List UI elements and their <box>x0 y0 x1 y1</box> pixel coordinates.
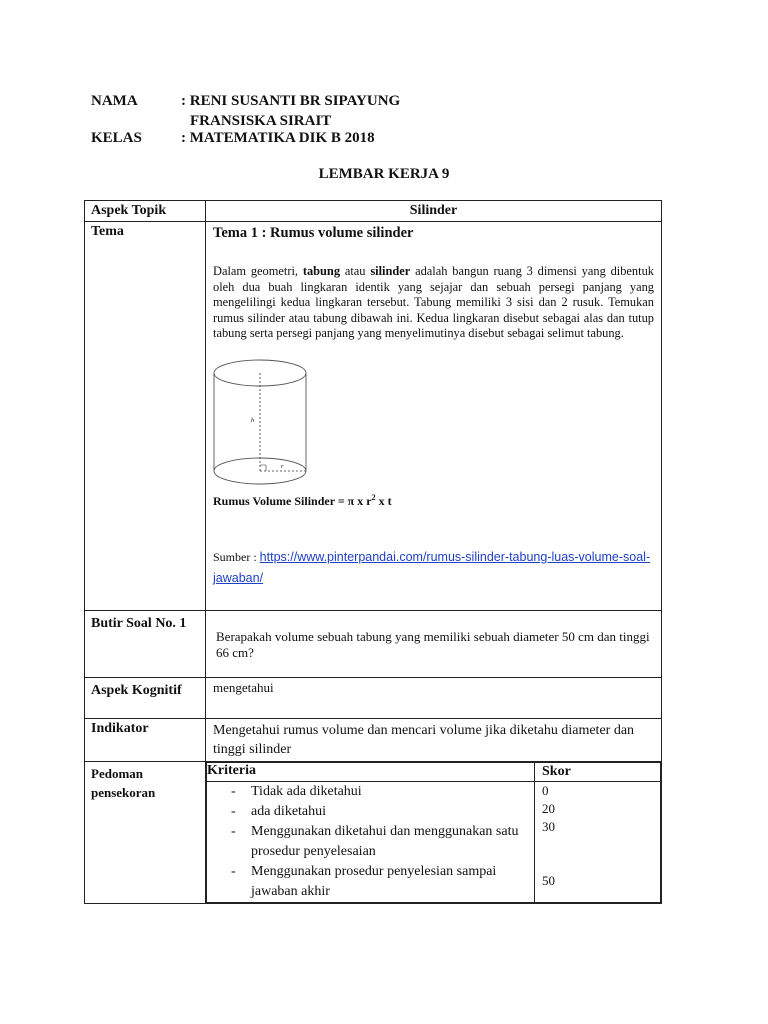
nama-label: NAMA <box>91 93 138 109</box>
row-butir-soal <box>85 611 662 678</box>
skor-value: 0 <box>542 783 549 798</box>
worksheet-table <box>84 200 662 904</box>
butir-soal-content <box>206 611 662 678</box>
tema-content <box>206 222 662 611</box>
kriteria-item: - Menggunakan prosedur penyelesian sampai jawaban akhir <box>231 864 497 899</box>
row-indikator <box>85 719 662 762</box>
row-pedoman <box>85 762 662 904</box>
pedoman-content <box>206 762 662 904</box>
label-h: h <box>251 417 254 424</box>
aspek-kognitif-value: mengetahui <box>206 678 662 719</box>
scoring-table <box>206 762 661 903</box>
rumus-volume: Rumus Volume Silinder = π x $r^2$ x t <box>213 492 392 508</box>
tema-label: Tema <box>85 222 206 611</box>
row-aspek-kognitif <box>85 678 662 719</box>
skor-value: 20 <box>542 801 555 816</box>
tema-paragraph: Dalam geometri, tabung atau silinder adalah bangun ruang 3 dimensi yang dibentuk oleh dua buah lingkaran identik yang sejajar dan sebuah persegi panjang yang mengelilingi kedua lingkaran tersebut. Tabung memiliki 3 sisi dan 2 rusuk. Temukan rumus silinder atau tabung dibawah ini. Kedua lingkaran disebut sebagai alas dan tutup tabung serta persegi panjang yang menyelimutinya disebut sebagai selimut tabung. <box>213 264 654 340</box>
cylinder-figure <box>213 358 654 491</box>
row-tema <box>85 222 662 611</box>
aspek-kognitif-label: Aspek Kognitif <box>85 678 206 719</box>
butir-soal-label: Butir Soal No. 1 <box>85 611 206 678</box>
kriteria-header: Kriteria <box>207 763 535 782</box>
cylinder-diagram <box>213 358 317 486</box>
row-aspek-topik <box>85 201 662 222</box>
kriteria-item: - ada diketahui <box>231 804 327 819</box>
kriteria-item: - Menggunakan diketahui dan menggunakan satu prosedur penyelesaian <box>231 824 519 859</box>
kriteria-list <box>207 782 535 903</box>
pedoman-label: Pedoman pensekoran <box>85 762 206 904</box>
indikator-label: Indikator <box>85 719 206 762</box>
nama-value: : RENI SUSANTI BR SIPAYUNG <box>181 93 401 109</box>
kelas-label: KELAS <box>91 130 142 146</box>
tema-title: Tema 1 : Rumus volume silinder <box>213 225 414 241</box>
aspek-topik-value: Silinder <box>206 201 662 222</box>
question-text: Berapakah volume sebuah tabung yang memiliki sebuah diameter 50 cm dan tinggi 66 cm? <box>216 629 650 660</box>
kriteria-item: - Tidak ada diketahui <box>231 784 362 799</box>
indikator-value: Mengetahui rumus volume dan mencari volume jika diketahu diameter dan tinggi silinder <box>206 719 662 762</box>
sumber-label: Sumber : <box>213 549 257 564</box>
aspek-topik-label: Aspek Topik <box>85 201 206 222</box>
skor-value: 30 <box>542 819 555 834</box>
label-r: r <box>281 463 284 470</box>
sumber-link[interactable]: https://www.pinterpandai.com/rumus-silinder-tabung-luas-volume-soal-jawaban/ <box>213 549 651 585</box>
skor-header: Skor <box>535 763 661 782</box>
skor-value: 50 <box>542 873 555 888</box>
sumber <box>213 547 654 589</box>
page-title: LEMBAR KERJA 9 <box>318 166 450 182</box>
skor-list <box>535 782 661 903</box>
kelas-value: : MATEMATIKA DIK B 2018 <box>181 130 375 146</box>
nama-value-2: FRANSISKA SIRAIT <box>190 113 332 129</box>
